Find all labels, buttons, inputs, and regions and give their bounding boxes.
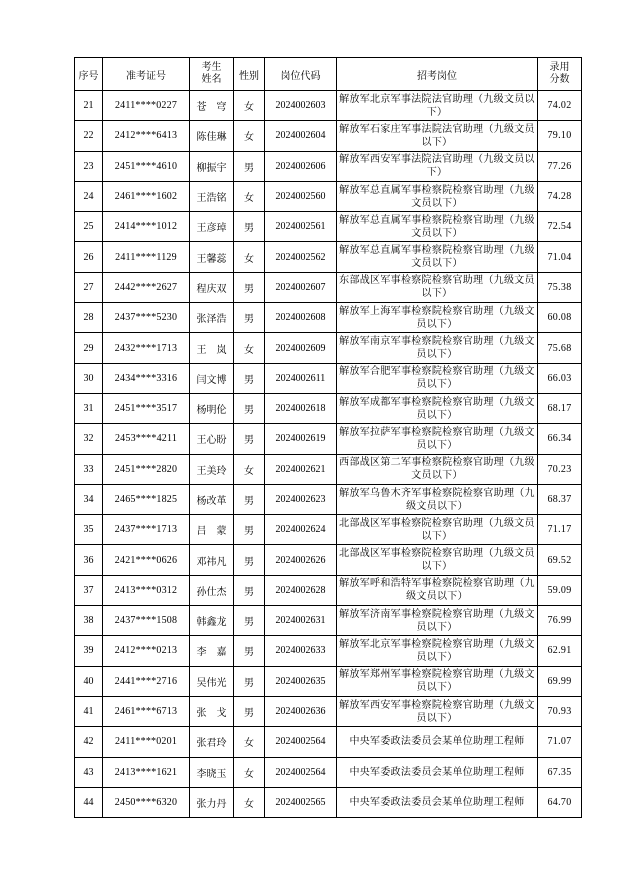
seq-cell: 42 xyxy=(75,727,103,757)
ticket-cell: 2411****1129 xyxy=(103,242,190,272)
header-post: 招考岗位 xyxy=(337,58,538,91)
score-cell: 60.08 xyxy=(538,303,582,333)
name-cell: 张 戈 xyxy=(190,696,234,726)
ticket-cell: 2465****1825 xyxy=(103,484,190,514)
gender-cell: 女 xyxy=(234,91,265,121)
table-row xyxy=(75,121,582,151)
gender-cell: 男 xyxy=(234,636,265,666)
seq-cell: 33 xyxy=(75,454,103,484)
post-cell: 解放军成都军事检察院检察官助理（九级文员以下） xyxy=(337,393,538,423)
ticket-cell: 2437****1713 xyxy=(103,515,190,545)
ticket-cell: 2461****1602 xyxy=(103,181,190,211)
code-cell: 2024002624 xyxy=(265,515,337,545)
gender-cell: 女 xyxy=(234,757,265,787)
table-row xyxy=(75,787,582,817)
table-row xyxy=(75,454,582,484)
ticket-cell: 2434****3316 xyxy=(103,363,190,393)
table-row xyxy=(75,606,582,636)
code-cell: 2024002608 xyxy=(265,303,337,333)
table-row xyxy=(75,303,582,333)
seq-cell: 29 xyxy=(75,333,103,363)
gender-cell: 男 xyxy=(234,696,265,726)
code-cell: 2024002561 xyxy=(265,212,337,242)
name-cell: 王心盼 xyxy=(190,424,234,454)
score-cell: 74.02 xyxy=(538,91,582,121)
name-cell: 张力丹 xyxy=(190,787,234,817)
post-cell: 解放军南京军事检察院检察官助理（九级文员以下） xyxy=(337,333,538,363)
ticket-cell: 2412****6413 xyxy=(103,121,190,151)
header-name-line1: 考生 xyxy=(201,62,222,73)
seq-cell: 30 xyxy=(75,363,103,393)
ticket-cell: 2437****1508 xyxy=(103,606,190,636)
seq-cell: 35 xyxy=(75,515,103,545)
code-cell: 2024002618 xyxy=(265,393,337,423)
table-row xyxy=(75,242,582,272)
post-cell: 中央军委政法委员会某单位助理工程师 xyxy=(337,787,538,817)
gender-cell: 男 xyxy=(234,303,265,333)
score-cell: 64.70 xyxy=(538,787,582,817)
ticket-cell: 2413****1621 xyxy=(103,757,190,787)
post-cell: 解放军石家庄军事法院法官助理（九级文员以下） xyxy=(337,121,538,151)
code-cell: 2024002619 xyxy=(265,424,337,454)
gender-cell: 男 xyxy=(234,151,265,181)
seq-cell: 39 xyxy=(75,636,103,666)
seq-cell: 25 xyxy=(75,212,103,242)
post-cell: 解放军北京军事法院法官助理（九级文员以下） xyxy=(337,91,538,121)
table-row xyxy=(75,181,582,211)
seq-cell: 44 xyxy=(75,787,103,817)
score-cell: 75.38 xyxy=(538,272,582,302)
seq-cell: 24 xyxy=(75,181,103,211)
post-cell: 解放军总直属军事检察院检察官助理（九级文员以下） xyxy=(337,212,538,242)
post-cell: 北部战区军事检察院检察官助理（九级文员以下） xyxy=(337,545,538,575)
code-cell: 2024002623 xyxy=(265,484,337,514)
header-score-line1: 录用 xyxy=(549,62,570,73)
post-cell: 解放军北京军事检察院检察官助理（九级文员以下） xyxy=(337,636,538,666)
header-name-line2: 姓名 xyxy=(201,74,222,85)
code-cell: 2024002606 xyxy=(265,151,337,181)
score-cell: 59.09 xyxy=(538,575,582,605)
gender-cell: 女 xyxy=(234,333,265,363)
gender-cell: 男 xyxy=(234,363,265,393)
score-cell: 66.34 xyxy=(538,424,582,454)
table-row xyxy=(75,272,582,302)
post-cell: 中央军委政法委员会某单位助理工程师 xyxy=(337,727,538,757)
ticket-cell: 2441****2716 xyxy=(103,666,190,696)
seq-cell: 37 xyxy=(75,575,103,605)
name-cell: 张泽浩 xyxy=(190,303,234,333)
seq-cell: 32 xyxy=(75,424,103,454)
gender-cell: 男 xyxy=(234,272,265,302)
post-cell: 解放军合肥军事检察院检察官助理（九级文员以下） xyxy=(337,363,538,393)
seq-cell: 22 xyxy=(75,121,103,151)
score-cell: 74.28 xyxy=(538,181,582,211)
header-score xyxy=(538,58,582,91)
name-cell: 王浩铭 xyxy=(190,181,234,211)
ticket-cell: 2412****0213 xyxy=(103,636,190,666)
table-row xyxy=(75,363,582,393)
table-row xyxy=(75,727,582,757)
code-cell: 2024002635 xyxy=(265,666,337,696)
gender-cell: 男 xyxy=(234,515,265,545)
table-row xyxy=(75,575,582,605)
name-cell: 杨明伦 xyxy=(190,393,234,423)
header-score-line2: 分数 xyxy=(549,74,570,85)
score-cell: 76.99 xyxy=(538,606,582,636)
name-cell: 杨改革 xyxy=(190,484,234,514)
name-cell: 王彦琸 xyxy=(190,212,234,242)
seq-cell: 28 xyxy=(75,303,103,333)
ticket-cell: 2451****4610 xyxy=(103,151,190,181)
ticket-cell: 2461****6713 xyxy=(103,696,190,726)
seq-cell: 38 xyxy=(75,606,103,636)
gender-cell: 男 xyxy=(234,393,265,423)
score-cell: 68.37 xyxy=(538,484,582,514)
seq-cell: 23 xyxy=(75,151,103,181)
name-cell: 吴伟光 xyxy=(190,666,234,696)
code-cell: 2024002564 xyxy=(265,757,337,787)
post-cell: 西部战区第二军事检察院检察官助理（九级文员以下） xyxy=(337,454,538,484)
score-cell: 71.04 xyxy=(538,242,582,272)
post-cell: 解放军拉萨军事检察院检察官助理（九级文员以下） xyxy=(337,424,538,454)
score-cell: 71.17 xyxy=(538,515,582,545)
name-cell: 程庆双 xyxy=(190,272,234,302)
gender-cell: 男 xyxy=(234,575,265,605)
gender-cell: 男 xyxy=(234,484,265,514)
score-cell: 71.07 xyxy=(538,727,582,757)
name-cell: 韩鑫龙 xyxy=(190,606,234,636)
name-cell: 柳振宇 xyxy=(190,151,234,181)
gender-cell: 男 xyxy=(234,545,265,575)
code-cell: 2024002611 xyxy=(265,363,337,393)
ticket-cell: 2451****3517 xyxy=(103,393,190,423)
post-cell: 解放军西安军事检察院检察官助理（九级文员以下） xyxy=(337,696,538,726)
post-cell: 解放军西安军事法院法官助理（九级文员以下） xyxy=(337,151,538,181)
ticket-cell: 2442****2627 xyxy=(103,272,190,302)
gender-cell: 女 xyxy=(234,454,265,484)
table-row xyxy=(75,757,582,787)
ticket-cell: 2432****1713 xyxy=(103,333,190,363)
score-cell: 70.23 xyxy=(538,454,582,484)
name-cell: 李晓玉 xyxy=(190,757,234,787)
seq-cell: 34 xyxy=(75,484,103,514)
score-cell: 79.10 xyxy=(538,121,582,151)
post-cell: 解放军上海军事检察院检察官助理（九级文员以下） xyxy=(337,303,538,333)
name-cell: 吕 蒙 xyxy=(190,515,234,545)
header-code: 岗位代码 xyxy=(265,58,337,91)
name-cell: 张君玲 xyxy=(190,727,234,757)
gender-cell: 女 xyxy=(234,787,265,817)
gender-cell: 男 xyxy=(234,424,265,454)
code-cell: 2024002636 xyxy=(265,696,337,726)
ticket-cell: 2453****4211 xyxy=(103,424,190,454)
ticket-cell: 2421****0626 xyxy=(103,545,190,575)
code-cell: 2024002603 xyxy=(265,91,337,121)
name-cell: 陈佳琳 xyxy=(190,121,234,151)
seq-cell: 26 xyxy=(75,242,103,272)
post-cell: 中央军委政法委员会某单位助理工程师 xyxy=(337,757,538,787)
code-cell: 2024002633 xyxy=(265,636,337,666)
seq-cell: 40 xyxy=(75,666,103,696)
header-name xyxy=(190,58,234,91)
table-row xyxy=(75,91,582,121)
ticket-cell: 2451****2820 xyxy=(103,454,190,484)
post-cell: 北部战区军事检察院检察官助理（九级文员以下） xyxy=(337,515,538,545)
gender-cell: 男 xyxy=(234,212,265,242)
score-cell: 70.93 xyxy=(538,696,582,726)
code-cell: 2024002562 xyxy=(265,242,337,272)
name-cell: 邓祎凡 xyxy=(190,545,234,575)
code-cell: 2024002564 xyxy=(265,727,337,757)
table-row xyxy=(75,666,582,696)
seq-cell: 27 xyxy=(75,272,103,302)
header-gender: 性别 xyxy=(234,58,265,91)
gender-cell: 男 xyxy=(234,666,265,696)
seq-cell: 21 xyxy=(75,91,103,121)
ticket-cell: 2411****0227 xyxy=(103,91,190,121)
score-cell: 69.52 xyxy=(538,545,582,575)
gender-cell: 女 xyxy=(234,181,265,211)
table-row xyxy=(75,515,582,545)
code-cell: 2024002626 xyxy=(265,545,337,575)
name-cell: 王美玲 xyxy=(190,454,234,484)
header-ticket: 准考证号 xyxy=(103,58,190,91)
ticket-cell: 2414****1012 xyxy=(103,212,190,242)
table-row xyxy=(75,545,582,575)
score-cell: 68.17 xyxy=(538,393,582,423)
table-row xyxy=(75,212,582,242)
gender-cell: 女 xyxy=(234,242,265,272)
code-cell: 2024002621 xyxy=(265,454,337,484)
name-cell: 闫文博 xyxy=(190,363,234,393)
code-cell: 2024002607 xyxy=(265,272,337,302)
gender-cell: 女 xyxy=(234,727,265,757)
header-row xyxy=(75,58,582,91)
table-row xyxy=(75,424,582,454)
code-cell: 2024002628 xyxy=(265,575,337,605)
code-cell: 2024002565 xyxy=(265,787,337,817)
code-cell: 2024002604 xyxy=(265,121,337,151)
score-cell: 75.68 xyxy=(538,333,582,363)
post-cell: 解放军郑州军事检察院检察官助理（九级文员以下） xyxy=(337,666,538,696)
name-cell: 李 嘉 xyxy=(190,636,234,666)
code-cell: 2024002631 xyxy=(265,606,337,636)
post-cell: 解放军呼和浩特军事检察院检察官助理（九级文员以下） xyxy=(337,575,538,605)
gender-cell: 男 xyxy=(234,606,265,636)
seq-cell: 43 xyxy=(75,757,103,787)
score-cell: 72.54 xyxy=(538,212,582,242)
ticket-cell: 2437****5230 xyxy=(103,303,190,333)
score-cell: 62.91 xyxy=(538,636,582,666)
table-row xyxy=(75,393,582,423)
table-row xyxy=(75,151,582,181)
table-row xyxy=(75,333,582,363)
header-seq: 序号 xyxy=(75,58,103,91)
score-cell: 67.35 xyxy=(538,757,582,787)
seq-cell: 41 xyxy=(75,696,103,726)
table-row xyxy=(75,484,582,514)
results-table xyxy=(74,57,582,818)
gender-cell: 女 xyxy=(234,121,265,151)
post-cell: 解放军济南军事检察院检察官助理（九级文员以下） xyxy=(337,606,538,636)
ticket-cell: 2413****0312 xyxy=(103,575,190,605)
name-cell: 苍 穹 xyxy=(190,91,234,121)
seq-cell: 31 xyxy=(75,393,103,423)
code-cell: 2024002609 xyxy=(265,333,337,363)
post-cell: 东部战区军事检察院检察官助理（九级文员以下） xyxy=(337,272,538,302)
post-cell: 解放军总直属军事检察院检察官助理（九级文员以下） xyxy=(337,242,538,272)
score-cell: 77.26 xyxy=(538,151,582,181)
name-cell: 王 岚 xyxy=(190,333,234,363)
score-cell: 66.03 xyxy=(538,363,582,393)
code-cell: 2024002560 xyxy=(265,181,337,211)
ticket-cell: 2411****0201 xyxy=(103,727,190,757)
ticket-cell: 2450****6320 xyxy=(103,787,190,817)
post-cell: 解放军乌鲁木齐军事检察院检察官助理（九级文员以下） xyxy=(337,484,538,514)
seq-cell: 36 xyxy=(75,545,103,575)
post-cell: 解放军总直属军事检察院检察官助理（九级文员以下） xyxy=(337,181,538,211)
name-cell: 王馨蕊 xyxy=(190,242,234,272)
score-cell: 69.99 xyxy=(538,666,582,696)
name-cell: 孙仕杰 xyxy=(190,575,234,605)
table-row xyxy=(75,696,582,726)
table-row xyxy=(75,636,582,666)
